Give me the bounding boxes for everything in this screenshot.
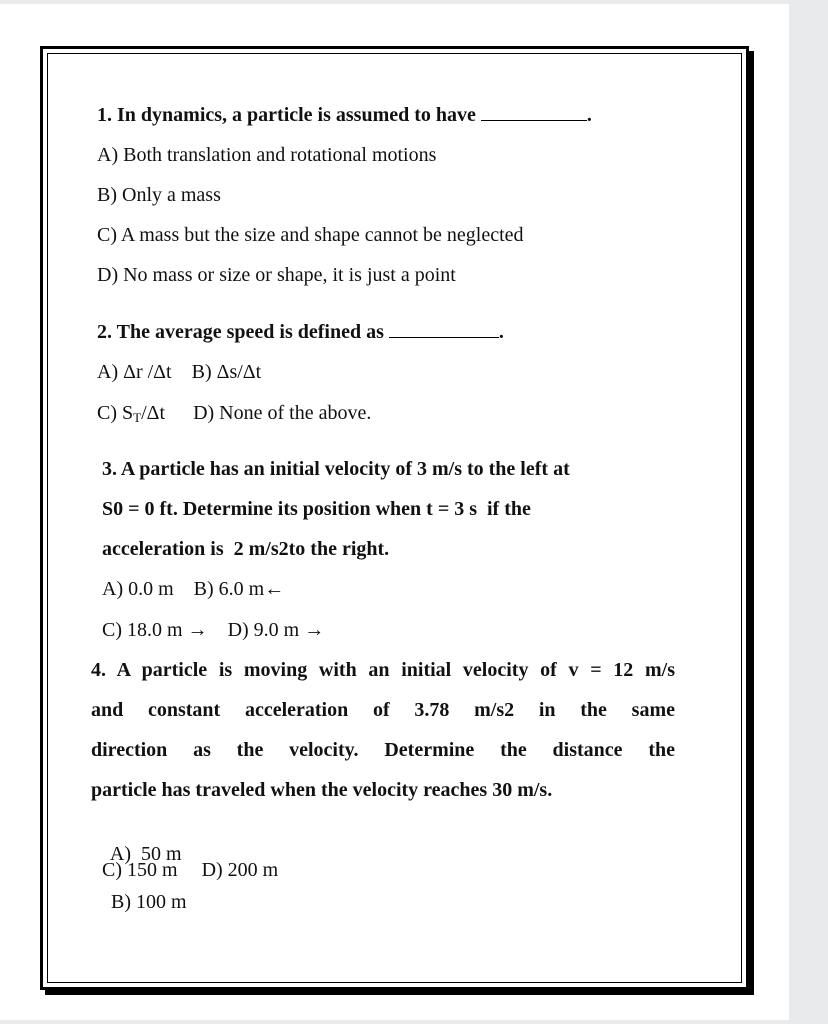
q4-stem-line-2: and constant acceleration of 3.78 m/s2 in the same (91, 699, 675, 721)
q3-option-c: C) 18.0 m → (102, 619, 208, 641)
q3-stem-line-2: S0 = 0 ft. Determine its position when t = 3 s if the (102, 498, 531, 520)
q2-option-c-suffix: /Δt (141, 402, 166, 424)
q3-option-a: A) 0.0 m (102, 578, 174, 600)
q3-option-b: B) 6.0 m← (193, 578, 285, 600)
q2-option-d: D) None of the above. (193, 402, 372, 424)
q2-option-c (97, 402, 165, 424)
q1-blank (481, 104, 587, 121)
q4-stem-line-3: direction as the velocity. Determine the distance the (91, 739, 675, 761)
q1-option-c: C) A mass but the size and shape cannot be neglected (97, 224, 524, 246)
q4-option-d: D) 200 m (201, 859, 279, 881)
q1-option-a: A) Both translation and rotational motions (97, 144, 437, 166)
q4-option-c: C) 150 m (102, 859, 178, 881)
q2-options-row-2 (97, 401, 371, 425)
q1-option-b: B) Only a mass (97, 184, 221, 206)
q4-options-row-2 (102, 858, 278, 882)
q3-stem-line-1: 3. A particle has an initial velocity of 3 m/s to the left at (102, 458, 570, 480)
document-page (0, 4, 789, 1020)
q2-option-c-subscript: T (133, 410, 142, 425)
q2-stem-text: 2. The average speed is defined as (97, 321, 384, 343)
q4-option-b: B) 100 m (111, 891, 187, 913)
q4-stem-line-1: 4. A particle is moving with an initial velocity of v = 12 m/s (91, 659, 675, 681)
q2-blank (389, 321, 499, 338)
q1-stem-end: . (586, 104, 592, 126)
q3-stem-line-3: acceleration is 2 m/s2to the right. (102, 538, 390, 560)
q3-options-row-2 (102, 618, 324, 642)
q1-option-d: D) No mass or size or shape, it is just a point (97, 264, 456, 286)
q2-stem (97, 320, 504, 344)
q3-option-d: D) 9.0 m → (227, 619, 325, 641)
q1-stem (97, 103, 592, 127)
q4-stem-line-4: particle has traveled when the velocity reaches 30 m/s. (91, 779, 553, 801)
q2-option-c-prefix: C) S (97, 402, 134, 424)
q3-options-row-1 (102, 577, 284, 601)
q2-stem-end: . (498, 321, 504, 343)
q2-option-a: A) Δr /Δt (97, 361, 172, 383)
q2-options-row-1 (97, 360, 261, 384)
q1-stem-text: 1. In dynamics, a particle is assumed to have (97, 104, 476, 126)
q4-option-a: A) 50 m (109, 843, 182, 865)
q2-option-b: B) Δs/Δt (191, 361, 262, 383)
